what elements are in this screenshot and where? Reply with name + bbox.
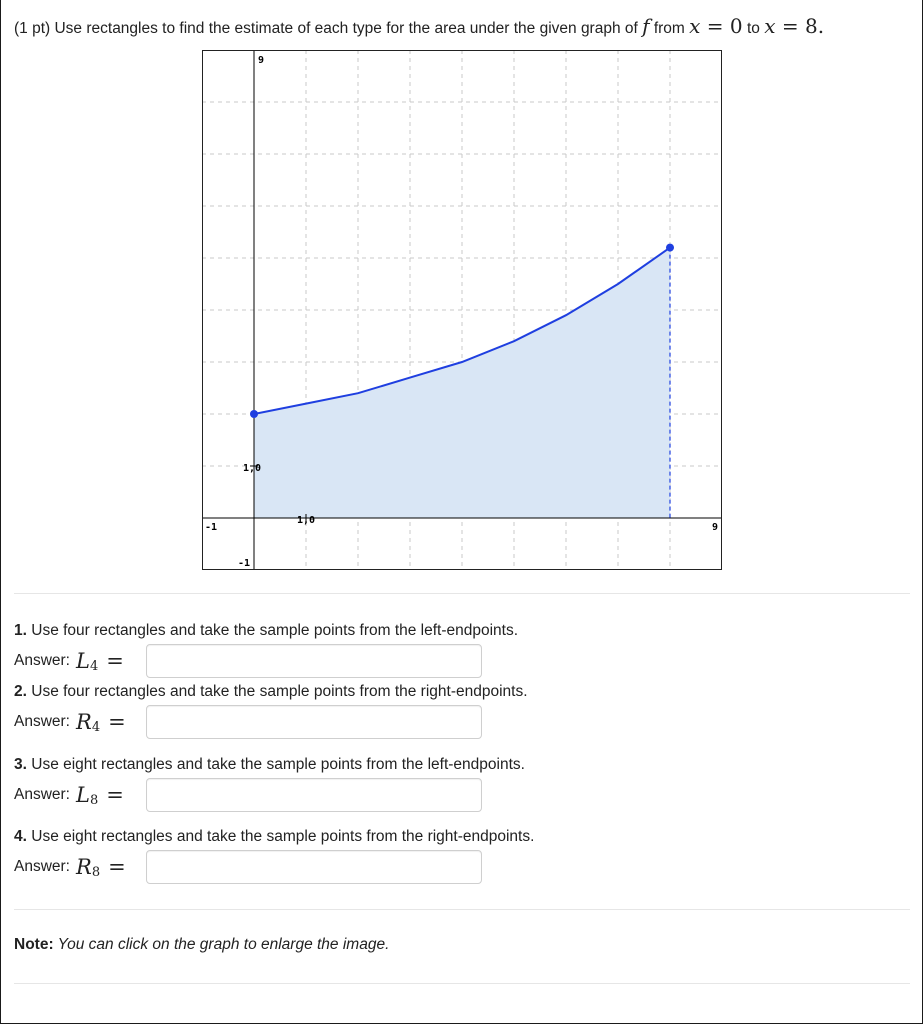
graph-svg[interactable] [202, 50, 722, 570]
from-value: 0 [729, 14, 743, 38]
tick-label-x-left: -1 [205, 522, 218, 533]
question-2-text: Use four rectangles and take the sample points from the right-endpoints. [26, 683, 528, 700]
answer-1-input[interactable] [146, 644, 482, 678]
question-4-number: 4. [14, 828, 27, 845]
to-value: 8. [804, 14, 825, 38]
tick-label-y-bottom: -1 [238, 558, 251, 569]
note [14, 936, 389, 954]
start-point-marker [250, 410, 258, 418]
question-1-text: Use four rectangles and take the sample points from the left-endpoints. [26, 622, 519, 639]
answer-2-sub: 4 [91, 719, 101, 735]
answer-2-var: R [76, 710, 92, 734]
answer-3-label: Answer: [14, 786, 70, 803]
answer-1-label: Answer: [14, 652, 70, 669]
answer-3-var: L [76, 783, 90, 807]
function-symbol: f [642, 14, 650, 38]
answer-1-row [14, 645, 124, 677]
question-1-number: 1. [14, 622, 27, 639]
from-label: from [649, 20, 690, 37]
answer-1-sub: 4 [89, 658, 99, 674]
question-3-number: 3. [14, 756, 27, 773]
area-under-curve [254, 248, 670, 518]
answer-3-row [14, 779, 124, 811]
answer-4-label: Answer: [14, 858, 70, 875]
problem-statement [14, 12, 824, 43]
note-text: You can click on the graph to enlarge the image. [53, 936, 390, 953]
tick-label-y-one: 1,0 [243, 463, 262, 474]
tick-label-x-one: 1,0 [297, 515, 316, 526]
answer-2-input[interactable] [146, 705, 482, 739]
answer-1-var: L [76, 649, 90, 673]
equals-1: = [700, 14, 730, 38]
x-var-2: x [764, 14, 776, 38]
question-4-text: Use eight rectangles and take the sample points from the right-endpoints. [26, 828, 535, 845]
answer-4-row [14, 851, 126, 883]
function-graph[interactable] [202, 50, 722, 570]
answer-3-sub: 8 [89, 792, 99, 808]
question-2 [14, 683, 528, 701]
answer-4-sub: 8 [91, 864, 101, 880]
answer-4-input[interactable] [146, 850, 482, 884]
divider-bottom [14, 983, 910, 984]
answer-1-eq: = [106, 649, 124, 673]
end-point-marker [666, 244, 674, 252]
question-3-text: Use eight rectangles and take the sample points from the left-endpoints. [26, 756, 525, 773]
answer-2-label: Answer: [14, 713, 70, 730]
question-3 [14, 756, 525, 774]
answer-2-eq: = [108, 710, 126, 734]
tick-label-x-right: 9 [712, 522, 719, 533]
x-var-1: x [689, 14, 701, 38]
question-4 [14, 828, 534, 846]
tick-label-y-top: 9 [258, 55, 265, 66]
problem-prefix: (1 pt) Use rectangles to find the estimate of each type for the area under the given graph of [14, 20, 643, 37]
question-1 [14, 622, 518, 640]
answer-3-eq: = [106, 783, 124, 807]
answer-3-input[interactable] [146, 778, 482, 812]
answer-2-row [14, 706, 126, 738]
divider-top [14, 593, 910, 594]
answer-4-var: R [76, 855, 92, 879]
note-label: Note: [14, 936, 54, 953]
divider-middle [14, 909, 910, 910]
question-2-number: 2. [14, 683, 27, 700]
equals-2: = [775, 14, 805, 38]
to-label: to [742, 20, 765, 37]
answer-4-eq: = [108, 855, 126, 879]
